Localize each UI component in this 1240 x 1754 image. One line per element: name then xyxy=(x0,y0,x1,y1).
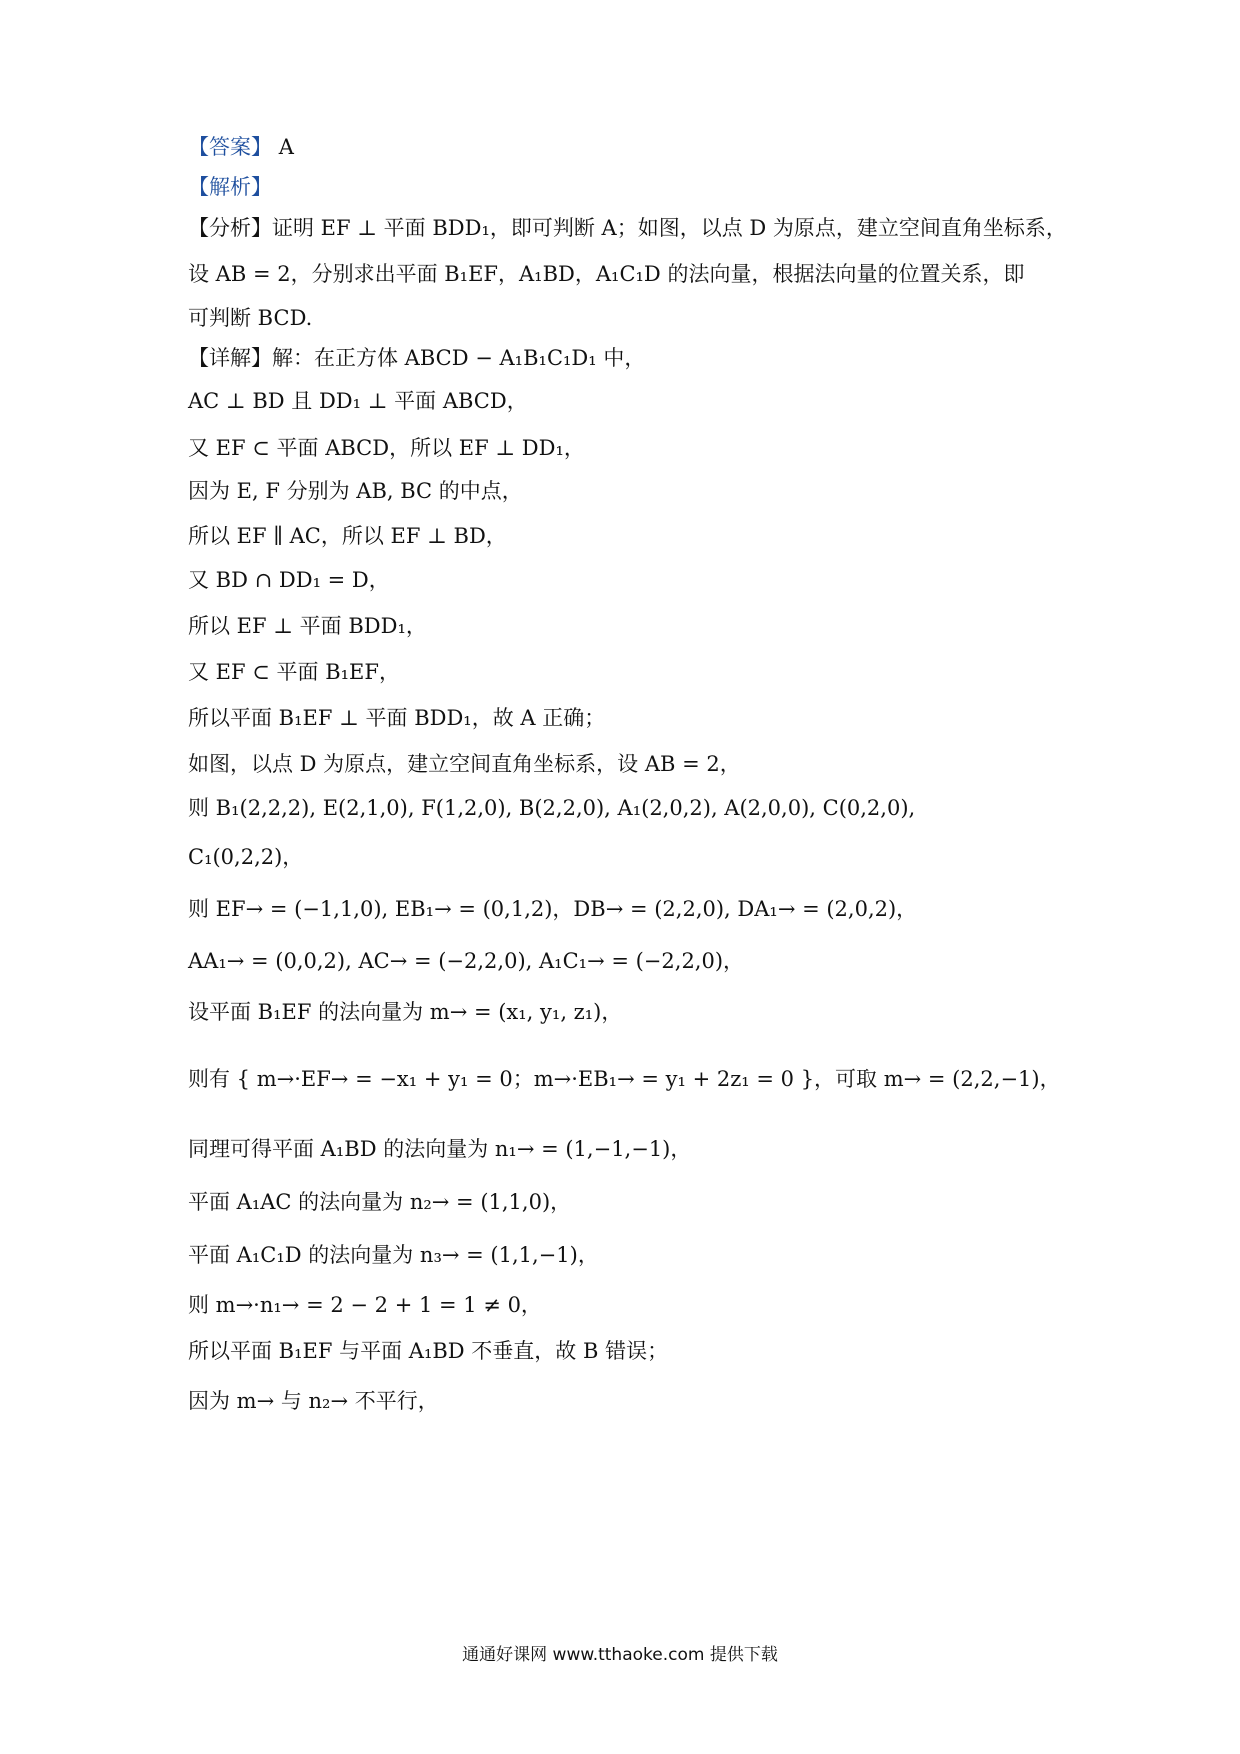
text-line: 【分析】证明 EF ⊥ 平面 BDD₁，即可判断 A；如图，以点 D 为原点，建立空间直角坐标系， xyxy=(188,216,1067,240)
text-line: 同理可得平面 A₁BD 的法向量为 n₁→ = (1,−1,−1)， xyxy=(188,1137,692,1161)
text-line: 所以平面 B₁EF 与平面 A₁BD 不垂直，故 B 错误； xyxy=(188,1339,669,1363)
text-line: 又 EF ⊂ 平面 ABCD，所以 EF ⊥ DD₁， xyxy=(188,436,585,460)
text-line: AC ⊥ BD 且 DD₁ ⊥ 平面 ABCD， xyxy=(188,389,528,413)
text-line: 【详解】解：在正方体 ABCD − A₁B₁C₁D₁ 中， xyxy=(188,346,646,370)
answer-tag: 【答案】 xyxy=(188,135,272,159)
answer-value: A xyxy=(278,135,294,159)
text-line: 因为 m→ 与 n₂→ 不平行， xyxy=(188,1389,439,1413)
text-line: 设平面 B₁EF 的法向量为 m→ = (x₁, y₁, z₁)， xyxy=(188,1000,623,1024)
text-line: 则有 { m→·EF→ = −x₁ + y₁ = 0；m→·EB₁→ = y₁ + 2z₁ = 0 }，可取 m→ = (2,2,−1)， xyxy=(188,1067,1061,1091)
text-line: 平面 A₁C₁D 的法向量为 n₃→ = (1,1,−1)， xyxy=(188,1243,599,1267)
text-line: 又 EF ⊂ 平面 B₁EF， xyxy=(188,660,400,684)
analysis-heading xyxy=(188,172,272,202)
text-line: 设 AB = 2，分别求出平面 B₁EF，A₁BD，A₁C₁D 的法向量，根据法向量的位置关系，即 xyxy=(188,262,1025,286)
answer-line xyxy=(188,132,294,162)
text-line: 可判断 BCD. xyxy=(188,306,313,330)
text-line: 则 m→·n₁→ = 2 − 2 + 1 = 1 ≠ 0， xyxy=(188,1293,542,1317)
text-line: 因为 E, F 分别为 AB, BC 的中点， xyxy=(188,479,523,503)
text-line: 如图，以点 D 为原点，建立空间直角坐标系，设 AB = 2， xyxy=(188,752,741,776)
text-line: 则 B₁(2,2,2), E(2,1,0), F(1,2,0), B(2,2,0), A₁(2,0,2), A(2,0,0), C(0,2,0), xyxy=(188,796,916,820)
analysis-tag: 【解析】 xyxy=(188,175,272,199)
page-footer: 通通好课网 www.tthaoke.com 提供下载 xyxy=(462,1645,778,1665)
text-line: 所以平面 B₁EF ⊥ 平面 BDD₁，故 A 正确； xyxy=(188,706,606,730)
text-line: 所以 EF ∥ AC，所以 EF ⊥ BD， xyxy=(188,524,507,548)
text-line: 又 BD ∩ DD₁ = D， xyxy=(188,568,390,592)
text-line: C₁(0,2,2)， xyxy=(188,845,304,869)
text-line: 所以 EF ⊥ 平面 BDD₁， xyxy=(188,614,427,638)
text-line: 平面 A₁AC 的法向量为 n₂→ = (1,1,0)， xyxy=(188,1190,572,1214)
text-line: AA₁→ = (0,0,2), AC→ = (−2,2,0), A₁C₁→ = (−2,2,0)， xyxy=(188,949,745,973)
text-line: 则 EF→ = (−1,1,0), EB₁→ = (0,1,2)，DB→ = (2,2,0), DA₁→ = (2,0,2)， xyxy=(188,897,918,921)
